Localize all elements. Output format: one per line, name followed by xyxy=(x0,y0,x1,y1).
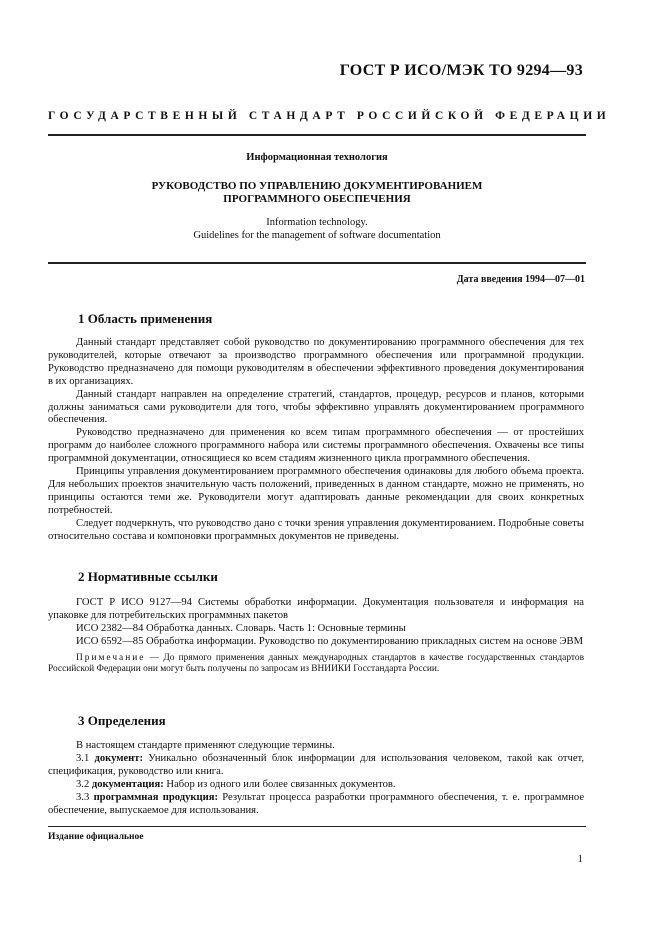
title-line-2: ПРОГРАММНОГО ОБЕСПЕЧЕНИЯ xyxy=(223,193,411,205)
definition-term: программная продукция: xyxy=(93,791,218,803)
document-code: ГОСТ Р ИСО/МЭК ТО 9294—93 xyxy=(339,62,583,79)
title-divider xyxy=(48,262,586,264)
paragraph: Принципы управления документированием программного обеспечения одинаковы для любого объема проекта. Для небольших проектов значительную часть положений, приведенных в данном стандарте, можно не применять, но принципы остаются теми же. Руководители могут адаптировать данные рекомендации для своих конкретных потребностей. xyxy=(48,466,584,516)
definition-text: Результат процесса разработки программного обеспечения, т. е. программное обеспечение, выпускаемое для использования. xyxy=(48,791,585,816)
paragraph: Данный стандарт направлен на определение стратегий, стандартов, процедур, ресурсов и планов, которыми должны заниматься сами руководители для того, чтобы эффективно управлять документированием программного обеспечения. xyxy=(48,388,584,426)
section-2-body xyxy=(48,597,584,676)
definition-item xyxy=(48,792,584,818)
english-title xyxy=(48,216,586,242)
paragraph: Данный стандарт представляет собой руководство по документированию программного обеспечения для тех руководителей, которые отвечают за производство программного обеспечения или программной продукции. Руководство предназначено для помощи руководителям в обеспечении эффективного проведения документирования в их организациях. xyxy=(48,337,584,387)
section-1-body xyxy=(48,337,584,544)
header-divider xyxy=(48,134,586,136)
note-text: — До прямого применения данных международных стандартов в качестве государственных стандартов Российской Федерации они могут быть получены по запросам из ВНИИКИ Госстандарта России. xyxy=(48,652,584,675)
subject-heading: Информационная технология xyxy=(246,152,388,163)
definition-text: Набор из одного или более связанных документов. xyxy=(163,778,396,790)
note xyxy=(48,653,584,676)
section-3-body xyxy=(48,740,584,817)
definition-term: документ: xyxy=(94,752,144,764)
definition-number: 3.3 xyxy=(76,791,94,803)
reference-item: ГОСТ Р ИСО 9127—94 Системы обработки информации. Документация пользователя и информация на упаковке для потребительских программных пакетов xyxy=(48,597,584,621)
english-title-line-1: Information technology. xyxy=(266,217,368,228)
document-title xyxy=(48,180,586,206)
paragraph: Следует подчеркнуть, что руководство дано с точки зрения управления документированием. Подробные советы относительно состава и компоновки программных документов не приведены. xyxy=(48,517,584,542)
section-2-title: 2 Нормативные ссылки xyxy=(78,569,218,584)
paragraph: В настоящем стандарте применяют следующие термины. xyxy=(76,740,335,751)
definition-text: Уникально обозначенный блок информации для использования человеком, такой как отчет, спецификация, руководство или книга. xyxy=(48,752,584,777)
definition-number: 3.1 xyxy=(76,752,95,764)
definition-item xyxy=(48,753,584,779)
paragraph: Руководство предназначено для применения ко всем типам программного обеспечения — от простейших программ до наиболее сложного программного набора или системы программного обеспечения. Охвачены все типы программной документации, относящиеся ко всем стадиям жизненного цикла программного обеспечения. xyxy=(48,427,584,465)
definition-term: документация: xyxy=(91,778,164,790)
reference-item: ИСО 2382—84 Обработка данных. Словарь. Часть 1: Основные термины xyxy=(76,622,406,634)
page-number: 1 xyxy=(577,853,583,865)
definition-item xyxy=(48,779,584,792)
footer-divider xyxy=(48,826,586,827)
title-line-1: РУКОВОДСТВО ПО УПРАВЛЕНИЮ ДОКУМЕНТИРОВАНИЕМ xyxy=(151,180,483,192)
section-1-title: 1 Область применения xyxy=(78,311,213,326)
note-label: Примечание xyxy=(76,652,146,663)
state-standard-heading: ГОСУДАРСТВЕННЫЙ СТАНДАРТ РОССИЙСКОЙ ФЕДЕРАЦИИ xyxy=(48,110,611,122)
reference-item: ИСО 6592—85 Обработка информации. Руководство по документированию прикладных систем на основе ЭВМ xyxy=(76,635,584,647)
english-title-line-2: Guidelines for the management of software documentation xyxy=(193,230,441,241)
intro-date: Дата введения 1994—07—01 xyxy=(456,274,585,285)
definition-number: 3.2 xyxy=(76,778,92,790)
section-3-title: 3 Определения xyxy=(78,713,166,728)
edition-label: Издание официальное xyxy=(48,832,144,842)
